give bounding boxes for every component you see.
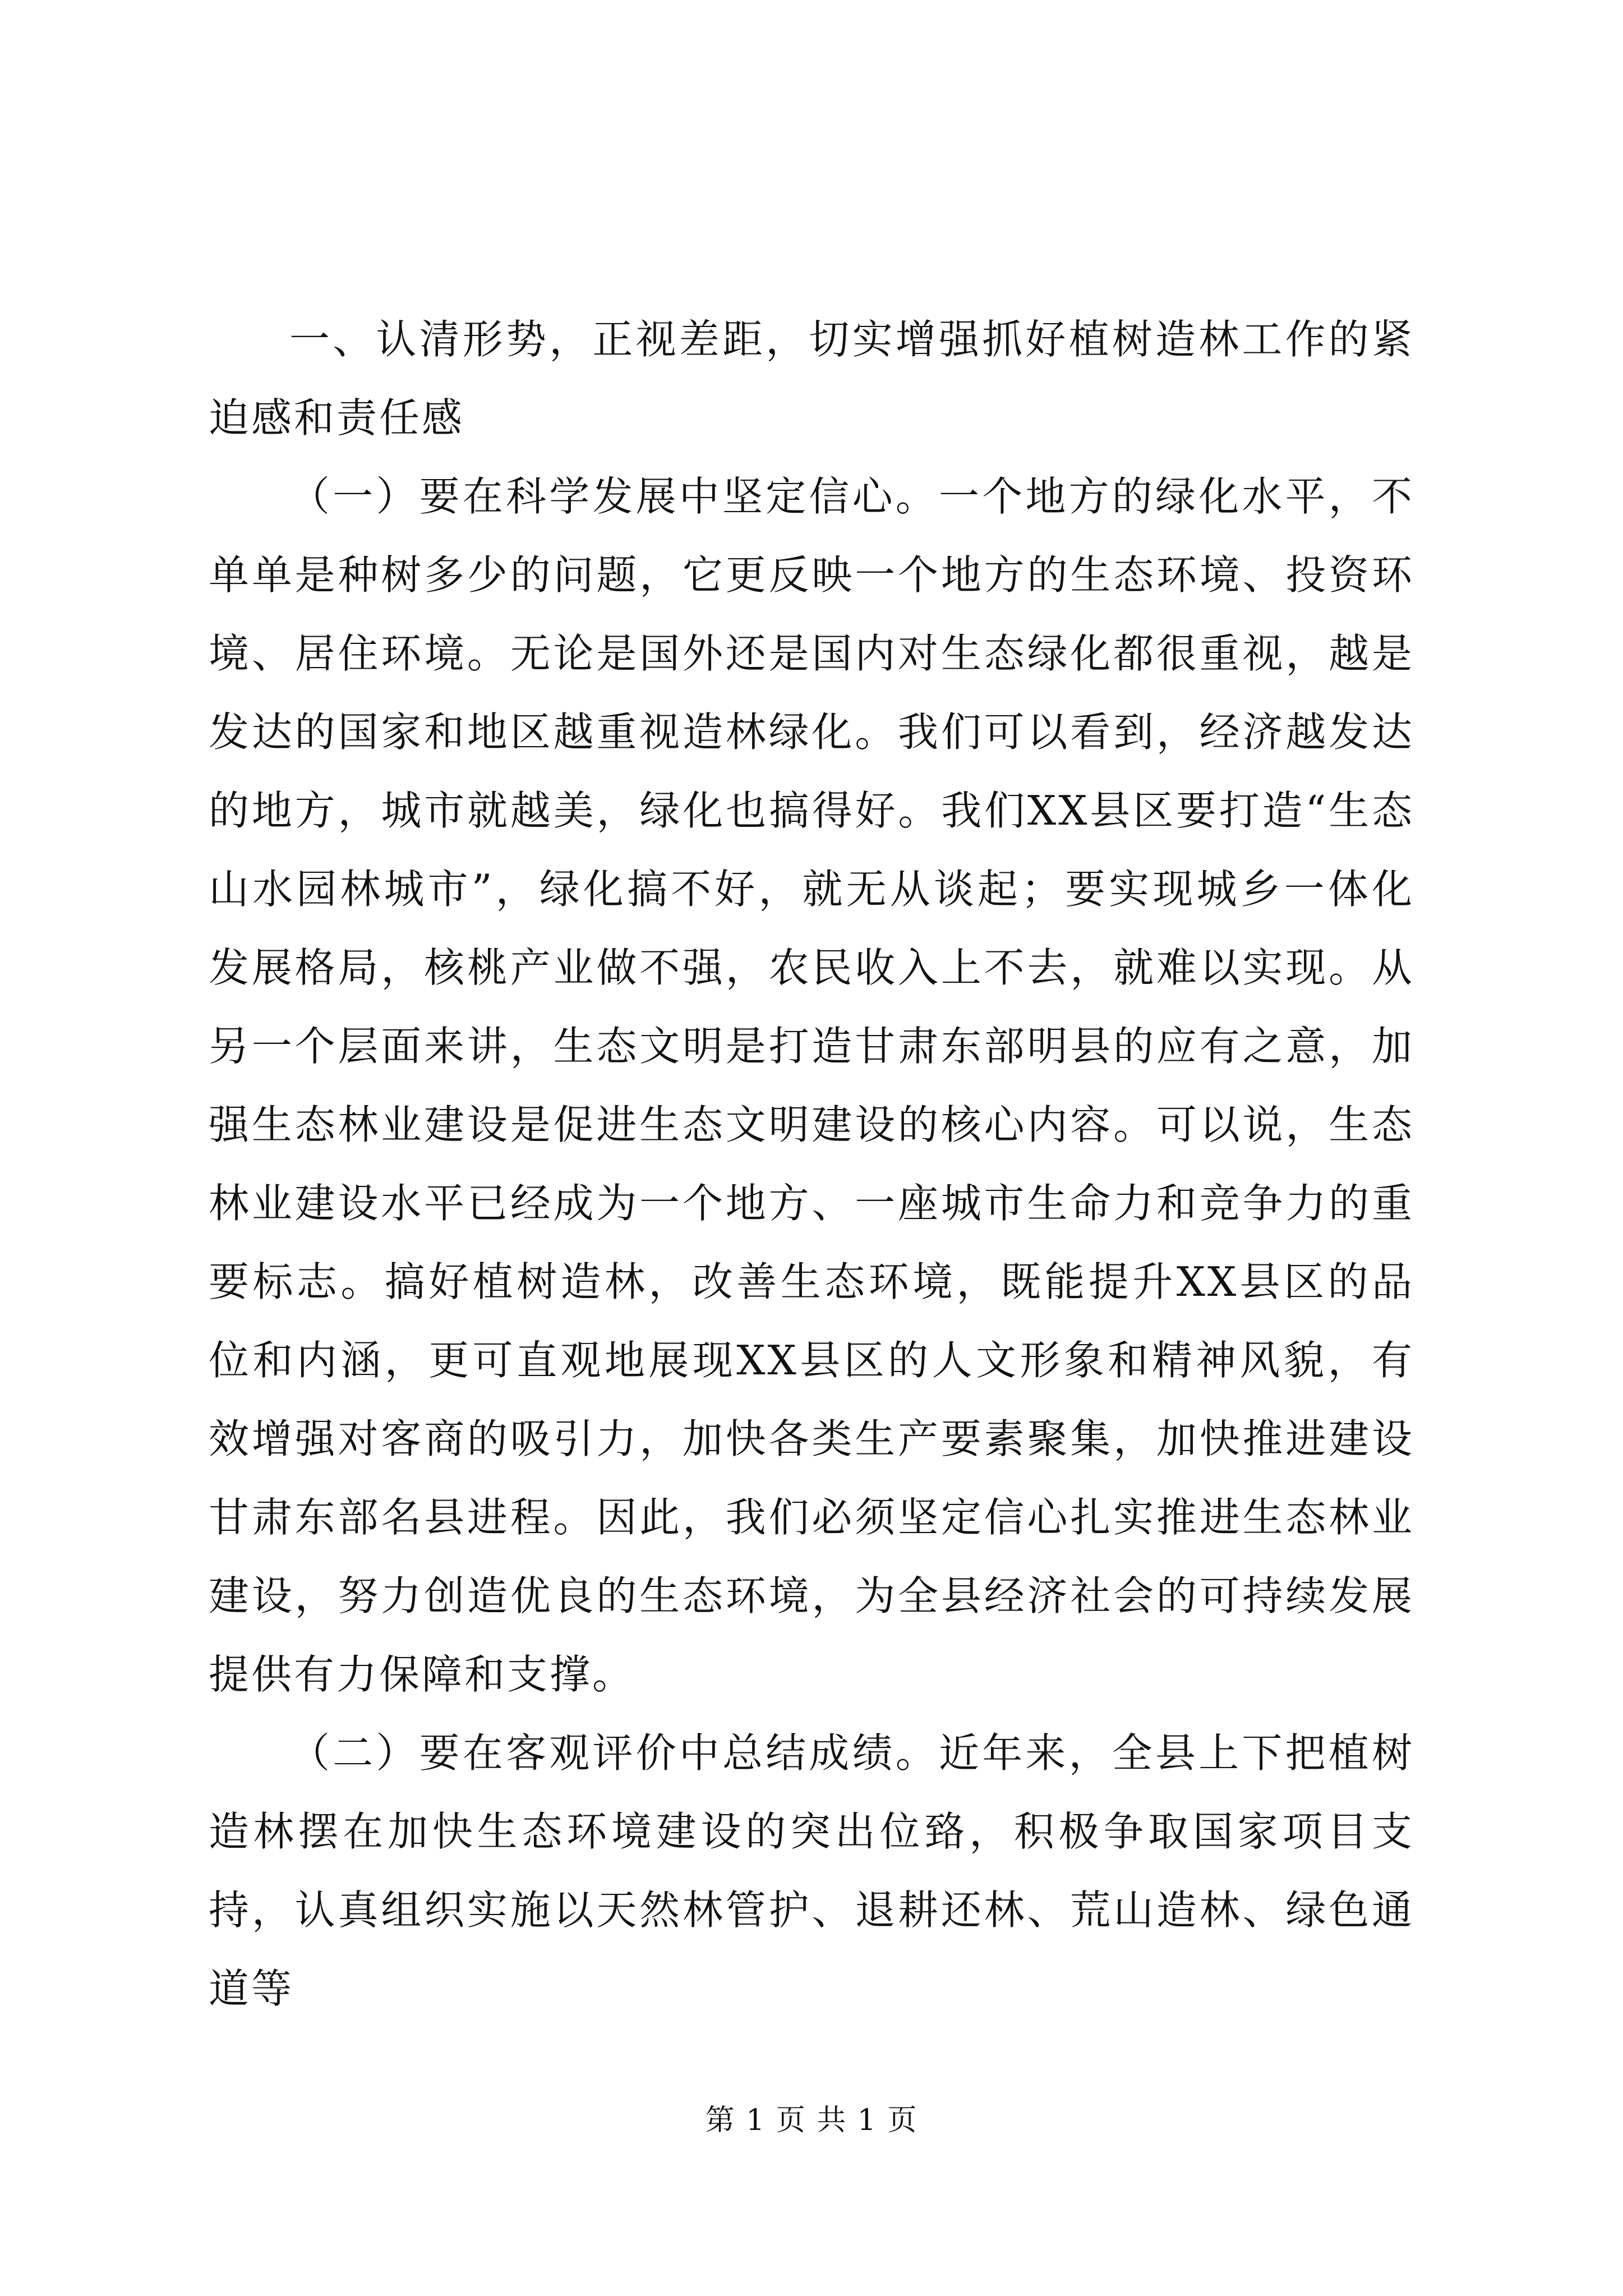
paragraph-1: （一）要在科学发展中坚定信心。一个地方的绿化水平，不单单是种树多少的问题，它更反映一个地方的生态环境、投资环境、居住环境。无论是国外还是国内对生态绿化都很重视，越是发达的国家和地区越重视造林绿化。我们可以看到，经济越发达的地方，城市就越美，绿化也搞得好。我们XX县区要打造“生态山水园林城市”，绿化搞不好，就无从谈起；要实现城乡一体化发展格局，核桃产业做不强，农民收入上不去，就难以实现。从另一个层面来讲，生态文明是打造甘肃东部明县的应有之意，加强生态林业建设是促进生态文明建设的核心内容。可以说，生态林业建设水平已经成为一个地方、一座城市生命力和竞争力的重要标志。搞好植树造林，改善生态环境，既能提升XX县区的品位和内涵，更可直观地展现XX县区的人文形象和精神风貌，有效增强对客商的吸引力，加快各类生产要素聚集，加快推进建设甘肃东部名县进程。因此，我们必须坚定信心扎实推进生态林业建设，努力创造优良的生态环境，为全县经济社会的可持续发展提供有力保障和支撑。 bbox=[209, 473, 1414, 1698]
document-body bbox=[209, 300, 1414, 2028]
section-heading: 一、认清形势，正视差距，切实增强抓好植树造林工作的紧迫感和责任感 bbox=[209, 316, 1414, 441]
paragraph-2: （二）要在客观评价中总结成绩。近年来，全县上下把植树造林摆在加快生态环境建设的突出位臵，积极争取国家项目支持，认真组织实施以天然林管护、退耕还林、荒山造林、绿色通道等 bbox=[209, 1729, 1414, 2012]
page-footer: 第 1 页 共 1 页 bbox=[705, 2104, 918, 2137]
